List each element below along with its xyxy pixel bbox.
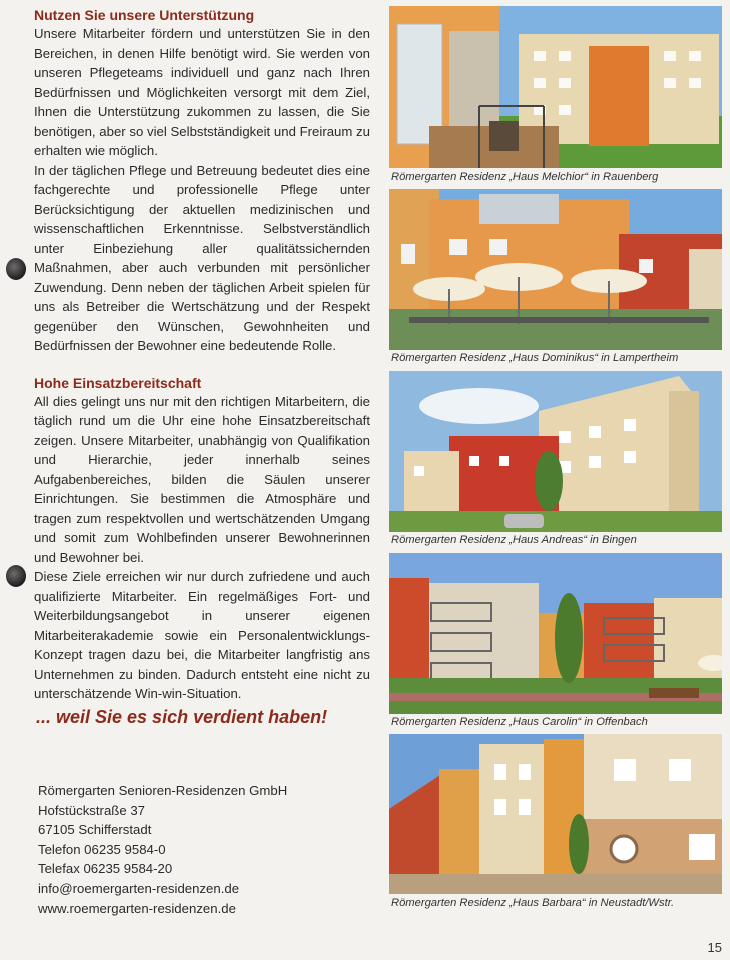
caption-haus-melchior: Römergarten Residenz „Haus Melchior“ in Rauenberg xyxy=(391,171,659,183)
city: 67105 Schifferstadt xyxy=(38,822,152,838)
company-name: Römergarten Senioren-Residenzen GmbH xyxy=(38,783,288,798)
paragraph-support-1: Unsere Mitarbeiter fördern und unterstützen Sie in den Bereichen, in denen Hilfe benötigt wird. Sie werden von unseren Pflegeteams individuell und ganz nach Ihren Bedürfnissen und Möglichkeiten versorgt mit dem Ziel, Ihnen die Unterstützung zukommen zu lassen, die Sie benötigen, aber so viel Selbstständigkeit und Freiraum zu erhalten wie möglich. xyxy=(34,26,370,158)
caption-haus-carolin: Römergarten Residenz „Haus Carolin“ in Offenbach xyxy=(391,716,648,728)
section-heading-commitment: Hohe Einsatzbereitschaft xyxy=(34,374,202,391)
website-link[interactable]: www.roemergarten-residenzen.de xyxy=(38,900,236,916)
text-column xyxy=(34,6,370,704)
paragraph-commitment-2: Diese Ziele erreichen wir nur durch zufriedene und auch qualifizierte Mitarbeiter. Ein regelmäßiges Fort- und Weiterbildungsangebot in unserer eigenen Mitarbeiterakademie sowie ein Personalentwicklungs-Konzept tragen dazu bei, die Mitarbeiter langfristig ans Unternehmen zu binden. Dadurch entsteht eine nicht zu unterschätzende Win-win-Situation. xyxy=(34,569,370,701)
slogan: ... weil Sie es sich verdient haben! xyxy=(36,707,328,727)
paragraph-support-2: In der täglichen Pflege und Betreuung bedeutet dies eine fachgerechte und professionelle Pflege unter Berücksichtigung der aktuellen medizinischen und wissenschaftlichen Erkenntnisse. Selbstverständlich unter Einbeziehung aller qualitätssichernden Maßnahmen, aber auch verbunden mit persönlicher Zuwendung. Denn neben der täglichen Arbeit spielen für uns als Betreiber die Wertschätzung und der Respekt gegenüber den Wünschen, Gewohnheiten und Bedürfnissen der Bewohner eine bedeutende Rolle. xyxy=(34,162,370,353)
email-link[interactable]: info@roemergarten-residenzen.de xyxy=(38,880,240,896)
photo-haus-dominikus xyxy=(389,189,722,350)
punch-hole-top xyxy=(6,258,26,280)
photo-haus-carolin xyxy=(389,553,722,714)
photo-haus-barbara xyxy=(389,734,722,894)
paragraph-commitment-1: All dies gelingt uns nur mit den richtigen Mitarbeitern, die täglich rund um die Uhr eine hohe Einsatzbereitschaft zeigen. Unsere Mitarbeiter, unabhängig von Qualifikation und Hierarchie, jeder innerhalb seines Aufgabenbereiches, bilden die Säulen unserer Einrichtungen. Sie bestimmen die Atmosphäre und tragen zum respektvollen und wertschätzenden Umgang und somit zum Wohlbefinden unserer Bewohnerinnen und Bewohner bei. xyxy=(34,393,370,565)
section-heading-support: Nutzen Sie unsere Unterstützung xyxy=(34,7,255,23)
street: Hofstückstraße 37 xyxy=(38,802,146,818)
caption-haus-dominikus: Römergarten Residenz „Haus Dominikus“ in Lampertheim xyxy=(391,352,679,364)
punch-hole-bottom xyxy=(6,565,26,587)
photo-haus-andreas xyxy=(389,371,722,532)
page-number: 15 xyxy=(707,940,722,955)
caption-haus-andreas: Römergarten Residenz „Haus Andreas“ in Bingen xyxy=(391,534,637,546)
caption-haus-barbara: Römergarten Residenz „Haus Barbara“ in Neustadt/Wstr. xyxy=(391,897,675,909)
fax: Telefax 06235 9584-20 xyxy=(38,861,173,877)
company-address xyxy=(38,781,287,918)
photo-haus-melchior xyxy=(389,6,722,168)
phone: Telefon 06235 9584-0 xyxy=(38,841,166,857)
